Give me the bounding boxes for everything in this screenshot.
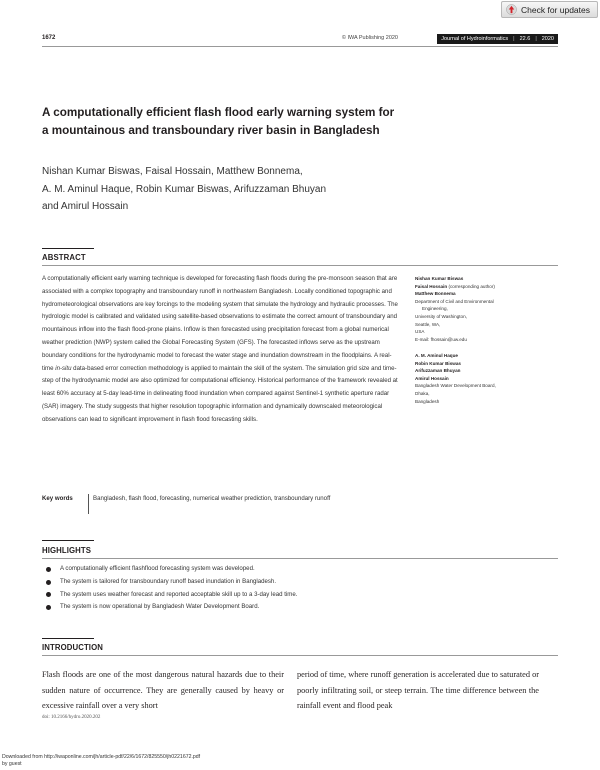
update-icon: [506, 4, 517, 15]
introduction-column-2: period of time, where runoff generation is accelerated due to saturated or poorly infiltrating soil, or steep terrain. The time difference between the rainfall event and flood peak: [297, 670, 539, 711]
abstract-text: A computationally efficient early warning technique is developed for forecasting flash floods during the pre-monsoon season that are associated with a complex topography and transboundary runoff in northeastern Bangladesh. Locally conditioned topographic and hydrometeorological observations are key forcings to the modeling system that simulate the hydrology and hydraulic processes. The hydrologic model is calibrated and validated using satellite-based observations to estimate the correct amount of transboundary and mountainous inflow into the flash flood-prone plains. Inflow is then forecasted using precipitation forecast from a global numerical weather prediction (NWP) system called the Global Forecasting System (GFS). The forecasted inflows serve as the upstream boundary conditions for the hydrodynamic model to forecast the water stage and inundation downstream in the floodplains. A real-time in-situ data-based error correction methodology is applied to maintain the skill of the system. The simulation grid size and time-step of the hydrodynamic model are also optimized for computational efficiency. Historical performance of the framework revealed at least 60% accuracy at 5-day lead-time in delineating flood inundation when compared against Sentinel-1 synthetic aperture radar (SAR) imagery. The study suggests that higher resolution topographic information and dynamically downscaled meteorological observations can lead to significant improvement in flash flood forecasting skills.: [42, 275, 398, 423]
abstract-underline: [42, 265, 558, 266]
journal-banner: Journal of Hydroinformatics | 22.6 | 2020: [437, 34, 558, 44]
journal-name: Journal of Hydroinformatics: [441, 36, 509, 42]
abstract-heading: ABSTRACT: [42, 253, 86, 262]
publisher-notice: © IWA Publishing 2020: [341, 35, 398, 41]
check-for-updates-button[interactable]: [501, 1, 598, 18]
author-email[interactable]: E-mail: fhossain@uw.edu: [415, 336, 467, 342]
author-list: [42, 163, 482, 216]
journal-year: 2020: [541, 36, 554, 42]
introduction-heading: INTRODUCTION: [42, 643, 103, 652]
download-by: by guest: [2, 760, 22, 767]
bullet-icon: [46, 580, 51, 585]
keywords-label: Key words: [42, 495, 73, 502]
download-link[interactable]: Downloaded from http://iwaponline.com/jh/article-pdf/22/6/1672/825550/jh0221672.pdf: [2, 754, 201, 760]
author-line-2: A. M. Aminul Haque, Robin Kumar Biswas, Arifuzzaman Bhuyan: [42, 183, 327, 195]
highlights-heading: HIGHLIGHTS: [42, 546, 92, 555]
introduction-underline: [42, 655, 558, 656]
highlights-list: [42, 563, 462, 614]
author-line-1: Nishan Kumar Biswas, Faisal Hossain, Matthew Bonnema,: [42, 166, 303, 177]
keywords-text: Bangladesh, flash flood, forecasting, numerical weather prediction, transboundary runoff: [93, 495, 331, 502]
list-item: The system uses weather forecast and reported acceptable skill up to a 3-day lead time.: [42, 589, 462, 602]
check-for-updates-label: Check for updates: [521, 4, 590, 15]
affiliation-group-2: A. M. Aminul Haque Robin Kumar Biswas Arifuzzaman Bhuyan Amirul Hossain Bangladesh Water Development Board, Dhaka, Bangladesh: [415, 353, 496, 404]
highlights-rule: [42, 540, 94, 541]
abstract-rule: [42, 248, 94, 249]
introduction-rule: [42, 638, 94, 639]
author-line-3: and Amirul Hossain: [42, 201, 129, 212]
highlights-underline: [42, 558, 558, 559]
page-number: 1672: [42, 35, 56, 41]
list-item: The system is now operational by Bangladesh Water Development Board.: [42, 601, 462, 614]
doi[interactable]: doi: 10.2166/hydro.2020.202: [42, 715, 101, 720]
affiliation-group-1: Nishan Kumar Biswas Faisal Hossain (corresponding author) Matthew Bonnema Department of Civil and Environmental Engineering, University of Washington, Seattle, WA, USA E-mail: fhossain@uw.edu: [415, 275, 565, 343]
bullet-icon: [46, 592, 51, 597]
bullet-icon: [46, 605, 51, 610]
header-rule: [42, 46, 558, 47]
article-title: A computationally efficient flash flood early warning system for a mountainous and transboundary river basin in Bangladesh: [42, 106, 395, 137]
bullet-icon: [46, 567, 51, 572]
list-item: A computationally efficient flashflood forecasting system was developed.: [42, 563, 462, 576]
journal-volume: 22.6: [519, 36, 531, 42]
introduction-column-1: Flash floods are one of the most dangerous natural hazards due to their sudden nature of occurrence. They are generally caused by heavy or excessive rainfall over a very short: [42, 670, 284, 711]
download-footer: [2, 754, 200, 767]
list-item: The system is tailored for transboundary runoff based inundation in Bangladesh.: [42, 576, 462, 589]
keywords: [42, 493, 402, 514]
running-header: [42, 34, 558, 46]
keywords-divider: [88, 494, 89, 514]
